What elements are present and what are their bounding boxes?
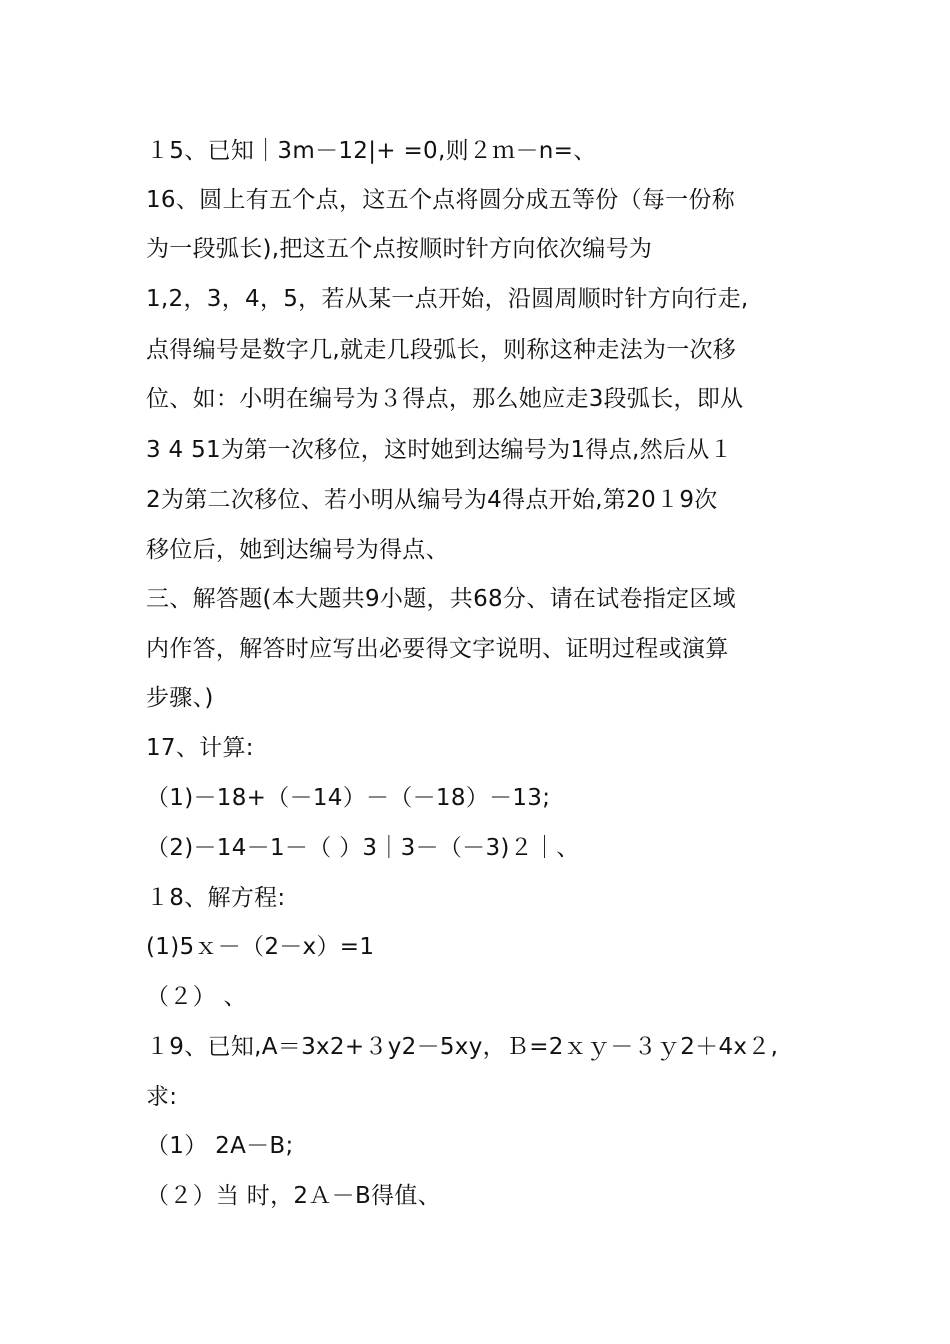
section-heading: 三、解答题(本大题共9小题，共68分、请在试卷指定区域 — [146, 586, 736, 612]
text-line: 内作答，解答时应写出必要得文字说明、证明过程或演算 — [146, 636, 729, 662]
text-line: 移位后，她到达编号为得点、 — [146, 537, 449, 563]
text-line: 1,2，3，4，5，若从某一点开始，沿圆周顺时针方向行走, — [146, 286, 749, 312]
text-line: （２）当 时，2Ａ－B得值、 — [146, 1183, 441, 1209]
text-line: １9、已知,A＝3x2+３y2－5xy，Ｂ=2ｘｙ－３ｙ2＋4x２, — [146, 1034, 779, 1060]
text-line: １5、已知｜3m－12|+ =0,则２ｍ－n=、 — [146, 138, 597, 164]
text-line: 16、圆上有五个点，这五个点将圆分成五等份（每一份称 — [146, 187, 736, 213]
text-line: （２） 、 — [146, 984, 247, 1010]
text-line: （1） 2A－B; — [146, 1133, 294, 1159]
text-line: 2为第二次移位、若小明从编号为4得点开始,第20１9次 — [146, 487, 718, 513]
text-line: 17、计算: — [146, 735, 254, 761]
text-line: 3 4 51为第一次移位，这时她到达编号为1得点,然后从１ — [146, 437, 733, 463]
text-line: １8、解方程: — [146, 885, 286, 911]
text-line: 为一段弧长),把这五个点按顺时针方向依次编号为 — [146, 236, 653, 262]
text-line: 步骤、) — [146, 685, 214, 711]
text-line: 点得编号是数字几,就走几段弧长，则称这种走法为一次移 — [146, 337, 737, 363]
text-line: 位、如：小明在编号为３得点，那么她应走3段弧长，即从 — [146, 386, 744, 412]
text-line: （1)－18+（－14）－（－18）－13; — [146, 785, 551, 811]
text-line: (1)5ｘ－（2－x）=1 — [146, 934, 375, 960]
text-line: （2)－14－1－（ ）3｜3－（－3)２｜、 — [146, 835, 580, 861]
text-line: 求: — [146, 1084, 178, 1110]
